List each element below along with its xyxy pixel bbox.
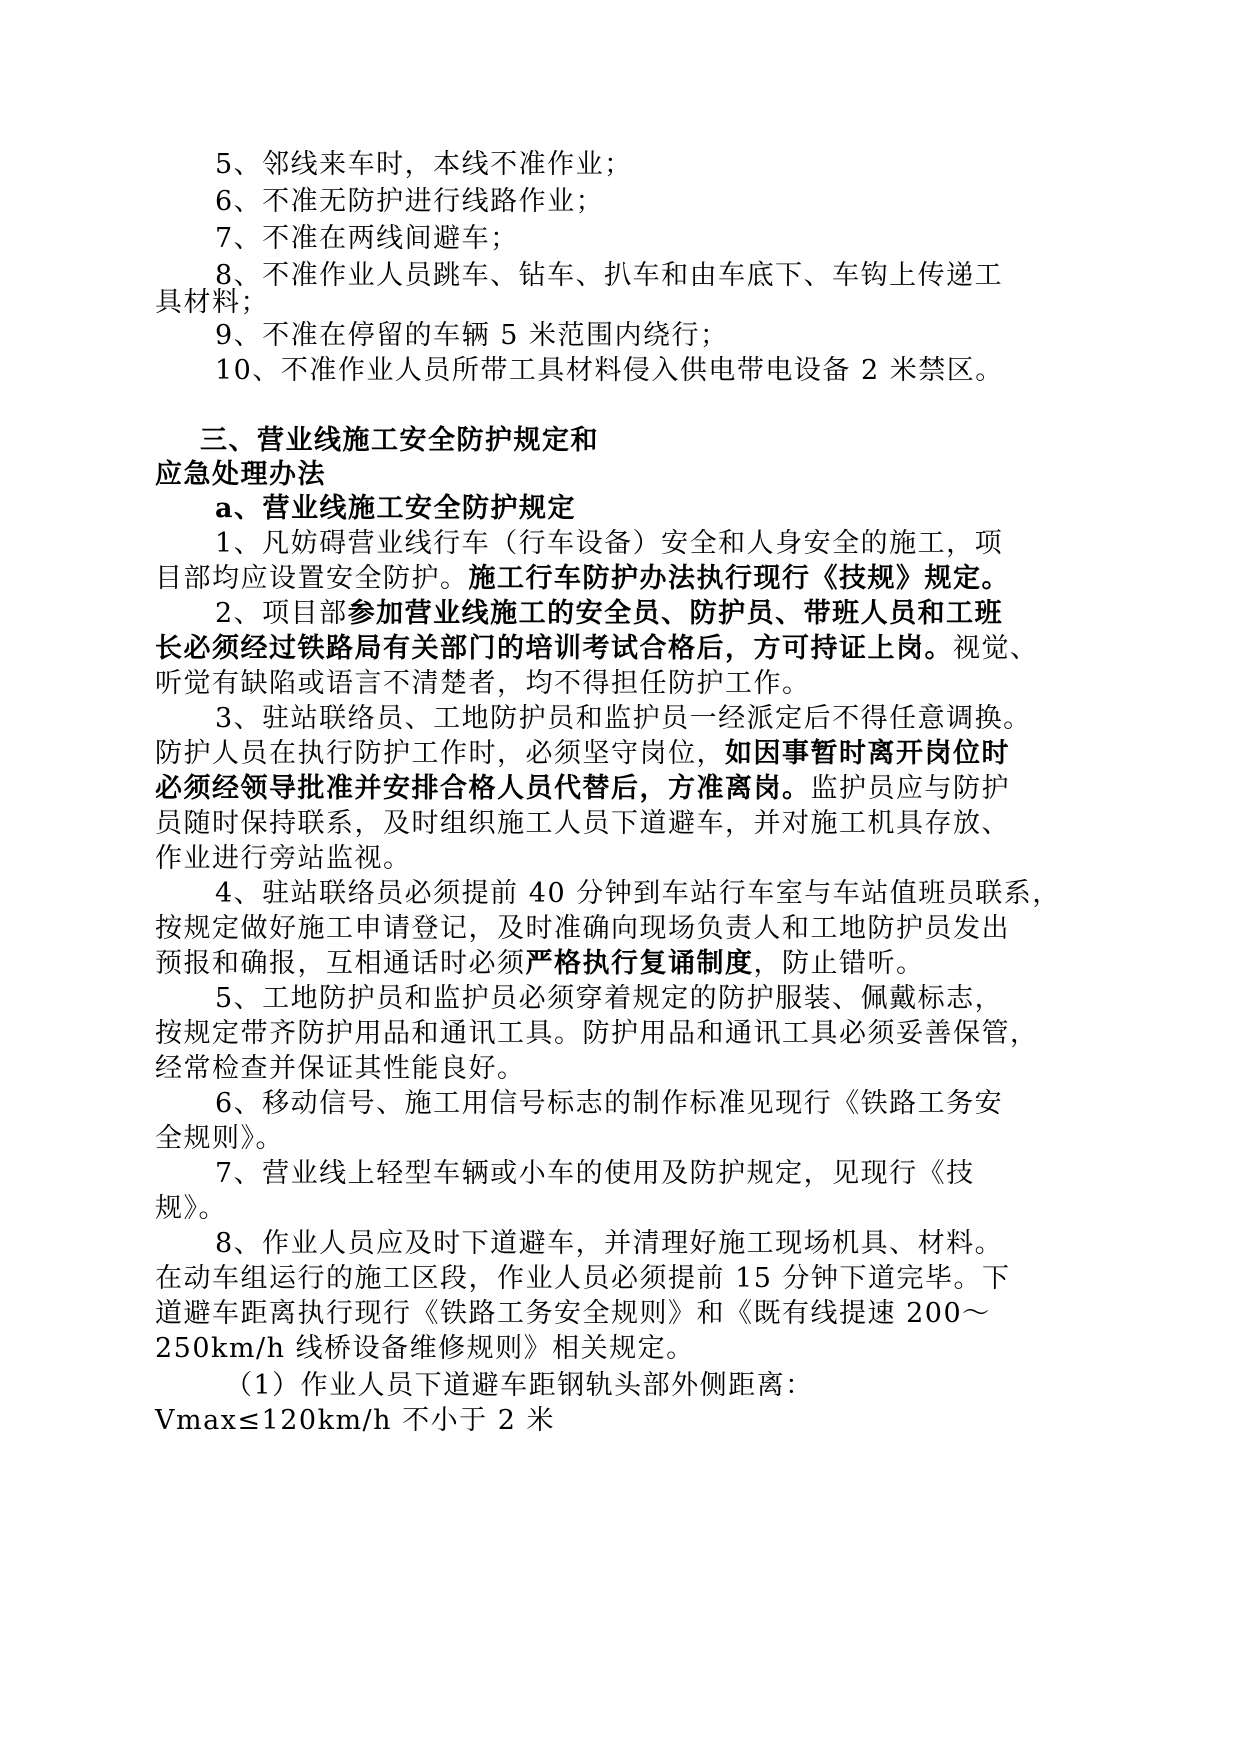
item-3-line-3 — [155, 771, 1085, 807]
item-4-line-3 — [155, 946, 1085, 982]
item-5-line-1: 5、工地防护员和监护员必须穿着规定的防护服装、佩戴标志， — [215, 983, 1004, 1014]
section-heading-line-2: 应急处理办法 — [155, 459, 326, 490]
item-2-emphasis: 参加营业线施工的安全员、防护员、带班人员和工班 — [347, 598, 1004, 629]
item-6-line-2: 全规则》。 — [155, 1123, 284, 1154]
item-8-line-4: 250km/h 线桥设备维修规则》相关规定。 — [155, 1333, 695, 1364]
item-1-emphasis: 施工行车防护办法执行现行《技规》规定。 — [468, 563, 1010, 594]
item-2-emphasis-cont: 长必须经过铁路局有关部门的培训考试合格后，方可持证上岗。 — [155, 633, 953, 664]
rule-8-line-2: 具材料； — [155, 287, 269, 318]
item-4-line-1: 4、驻站联络员必须提前 40 分钟到车站行车室与车站值班员联系， — [215, 878, 1061, 909]
rule-6: 6、不准无防护进行线路作业； — [215, 186, 605, 217]
item-6-line-1: 6、移动信号、施工用信号标志的制作标准见现行《铁路工务安 — [215, 1088, 1004, 1119]
item-3-emphasis: 如因事暂时离开岗位时 — [725, 738, 1010, 769]
item-3-text-cont: 监护员应与防护 — [810, 773, 1010, 804]
item-5-line-3: 经常检查并保证其性能良好。 — [155, 1053, 526, 1084]
rule-8-line-1: 8、不准作业人员跳车、钻车、扒车和由车底下、车钩上传递工 — [215, 260, 1004, 291]
item-1-line-2 — [155, 561, 1085, 597]
item-2-text-cont: 视觉、 — [953, 633, 1039, 664]
item-2-line-1 — [215, 596, 1145, 632]
item-3-line-1: 3、驻站联络员、工地防护员和监护员一经派定后不得任意调换。 — [215, 703, 1032, 734]
item-3-line-4: 员随时保持联系，及时组织施工人员下道避车，并对施工机具存放、 — [155, 808, 1010, 839]
subitem-1-line-1: （1）作业人员下道避车距钢轨头部外侧距离： — [225, 1370, 814, 1401]
item-8-line-3: 道避车距离执行现行《铁路工务安全规则》和《既有线提速 200～ — [155, 1298, 991, 1329]
rule-5: 5、邻线来车时，本线不准作业； — [215, 149, 633, 180]
item-5-line-2: 按规定带齐防护用品和通讯工具。防护用品和通讯工具必须妥善保管， — [155, 1018, 1039, 1049]
item-2-line-3: 听觉有缺陷或语言不清楚者，均不得担任防护工作。 — [155, 668, 811, 699]
subitem-1-line-2: Vmax≤120km/h 不小于 2 米 — [155, 1405, 555, 1436]
item-3-line-5: 作业进行旁站监视。 — [155, 843, 412, 874]
section-heading-line-1: 三、营业线施工安全防护规定和 — [200, 425, 599, 456]
item-4-emphasis: 严格执行复诵制度 — [525, 948, 754, 979]
rule-7: 7、不准在两线间避车； — [215, 223, 519, 254]
item-2-line-2 — [155, 631, 1085, 667]
item-4-text-end: ，防止错听。 — [753, 948, 925, 979]
rule-9: 9、不准在停留的车辆 5 米范围内绕行； — [215, 320, 729, 351]
item-8-line-2: 在动车组运行的施工区段，作业人员必须提前 15 分钟下道完毕。下 — [155, 1263, 1011, 1294]
item-3-emphasis-cont: 必须经领导批准并安排合格人员代替后，方准离岗。 — [155, 773, 811, 804]
item-4-text: 预报和确报，互相通话时必须 — [155, 948, 526, 979]
item-8-line-1: 8、作业人员应及时下道避车，并清理好施工现场机具、材料。 — [215, 1228, 1004, 1259]
item-2-text: 2、项目部 — [215, 598, 348, 629]
rule-10: 10、不准作业人员所带工具材料侵入供电带电设备 2 米禁区。 — [215, 355, 1004, 386]
item-7-line-2: 规》。 — [155, 1193, 227, 1224]
item-4-line-2: 按规定做好施工申请登记，及时准确向现场负责人和工地防护员发出 — [155, 913, 1010, 944]
item-3-text: 防护人员在执行防护工作时，必须坚守岗位， — [155, 738, 725, 769]
subsection-heading: a、营业线施工安全防护规定 — [215, 493, 576, 524]
item-7-line-1: 7、营业线上轻型车辆或小车的使用及防护规定，见现行《技 — [215, 1158, 975, 1189]
item-3-line-2 — [155, 736, 1085, 772]
item-1-line-1: 1、凡妨碍营业线行车（行车设备）安全和人身安全的施工，项 — [215, 528, 1004, 559]
item-1-text: 目部均应设置安全防护。 — [155, 563, 469, 594]
